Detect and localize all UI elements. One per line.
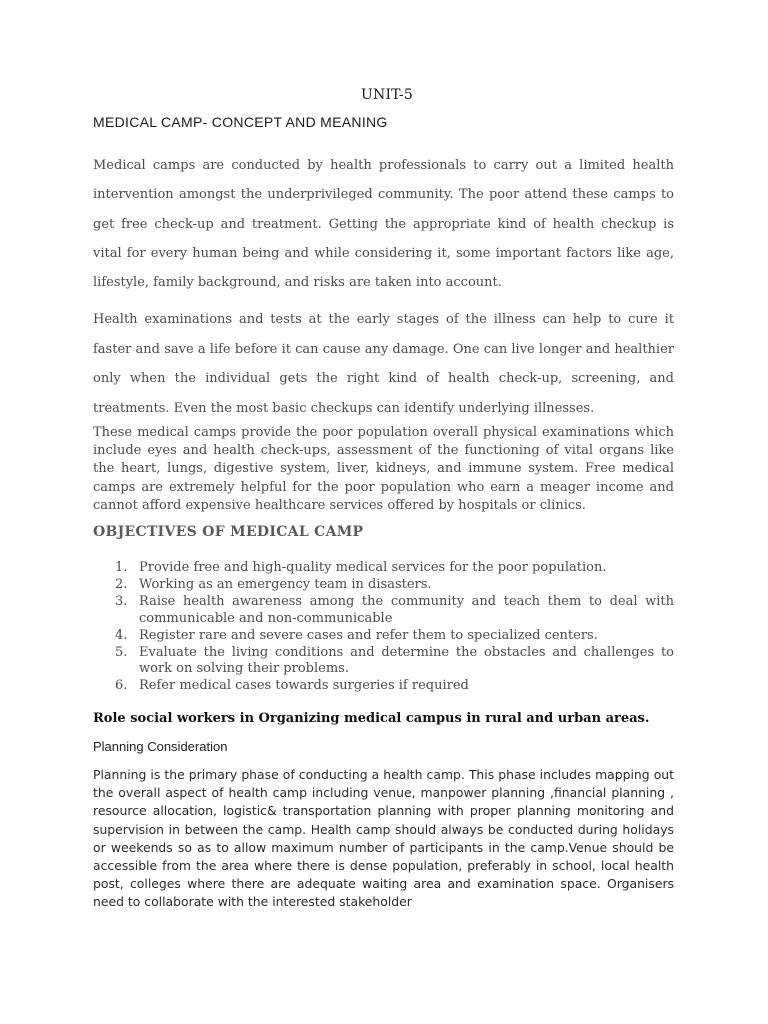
list-item-text: Register rare and severe cases and refer them to specialized centers. <box>139 627 598 643</box>
list-item <box>112 678 674 695</box>
list-number: 2. <box>115 576 128 592</box>
list-item <box>112 628 674 645</box>
paragraph-intro: Medical camps are conducted by health professionals to carry out a limited health intervention amongst the underprivileged community. The poor attend these camps to get free check-up and treatment. Getting the appropriate kind of health checkup is vital for every human being and while considering it, some important factors like age, lifestyle, family background, and risks are taken into account. <box>93 158 674 291</box>
list-number: 3. <box>115 593 128 609</box>
list-number: 6. <box>115 678 128 694</box>
list-item <box>112 594 674 628</box>
objectives-heading: OBJECTIVES OF MEDICAL CAMP <box>93 524 364 540</box>
planning-heading: Planning Consideration <box>93 739 228 754</box>
list-item-text: Refer medical cases towards surgeries if required <box>139 678 469 694</box>
list-item-text: Provide free and high-quality medical services for the poor population. <box>139 560 607 575</box>
unit-label: UNIT-5 <box>361 87 413 103</box>
paragraph-health-examinations: Health examinations and tests at the early stages of the illness can help to cure it faster and save a life before it can cause any damage. One can live longer and healthier only when the individual gets the right kind of health check-up, screening, and treatments. Even the most basic checkups can identify underlying illnesses. <box>93 312 674 416</box>
paragraph-camp-services: These medical camps provide the poor population overall physical examinations which include eyes and health check-ups, assessment of the functioning of vital organs like the heart, lungs, digestive system, liver, kidneys, and immune system. Free medical camps are extremely helpful for the poor population who earn a meager income and cannot afford expensive healthcare services offered by hospitals or clinics. <box>93 425 674 513</box>
list-number: 1. <box>115 560 128 575</box>
list-item-text: Raise health awareness among the community and teach them to deal with communicable and non-communicable <box>139 593 674 626</box>
list-number: 5. <box>115 644 128 660</box>
list-item <box>112 645 674 679</box>
list-number: 4. <box>115 627 128 643</box>
list-item <box>112 577 674 594</box>
list-item <box>112 560 674 577</box>
paragraph-planning: Planning is the primary phase of conducting a health camp. This phase includes mapping out the overall aspect of health camp including venue, manpower planning ,financial planning , resource allocation, logistic& transportation planning with proper planning monitoring and supervision in between the camp. Health camp should always be conducted during holidays or weekends so as to allow maximum number of participants in the camp.Venue should be accessible from the area where there is dense population, preferably in school, local health post, colleges where there are adequate waiting area and examination space. Organisers need to collaborate with the interested stakeholder <box>93 767 674 910</box>
list-item-text: Evaluate the living conditions and determine the obstacles and challenges to work on solving their problems. <box>139 644 674 677</box>
list-item-text: Working as an emergency team in disasters. <box>139 576 432 592</box>
role-heading: Role social workers in Organizing medical campus in rural and urban areas. <box>93 711 650 726</box>
objectives-list <box>112 560 674 695</box>
page-title: MEDICAL CAMP- CONCEPT AND MEANING <box>93 114 388 130</box>
